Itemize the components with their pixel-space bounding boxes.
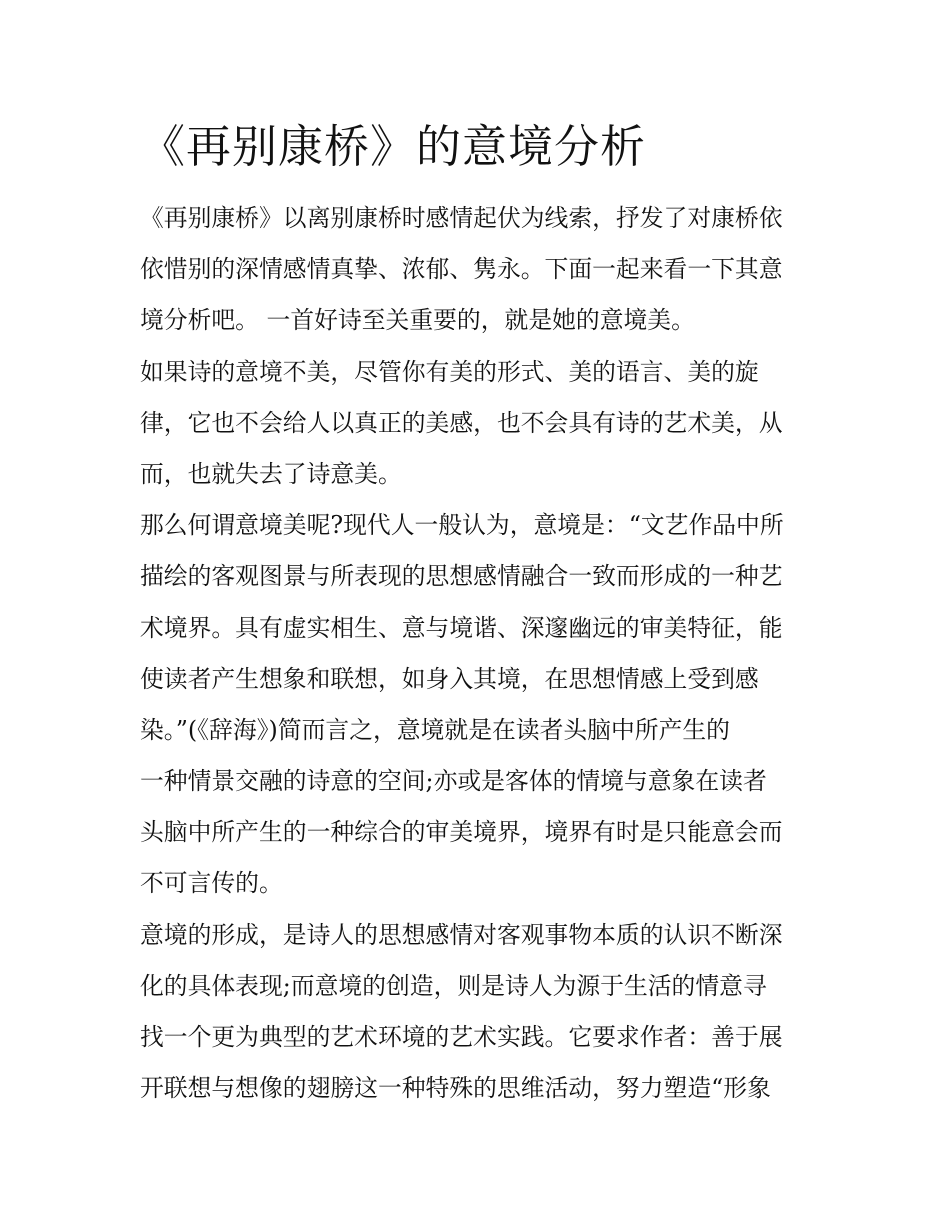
paragraph-line-7: 那么何谓意境美呢?现代人一般认为，意境是：“文艺作品中所 bbox=[140, 511, 784, 540]
paragraph-line-1: 《再别康桥》以离别康桥时感情起伏为线索，抒发了对康桥依 bbox=[140, 204, 783, 232]
paragraph-line-10: 使读者产生想象和联想，如身入其境，在思想情感上受到感 bbox=[140, 664, 759, 693]
paragraph-line-8: 描绘的客观图景与所表现的思想感情融合一致而形成的一种艺 bbox=[140, 562, 783, 591]
paragraph-line-6: 而，也就失去了诗意美。 bbox=[140, 459, 402, 488]
paragraph-line-3: 境分析吧。 一首好诗至关重要的，就是她的意境美。 bbox=[140, 306, 695, 335]
document-body bbox=[140, 193, 820, 1114]
document-title: 《再别康桥》的意境分析 bbox=[140, 120, 647, 173]
paragraph-line-17: 找一个更为典型的艺术环境的艺术实践。它要求作者：善于展 bbox=[140, 1023, 783, 1051]
paragraph-line-18: 开联想与想像的翅膀这一种特殊的思维活动，努力塑造“形象 bbox=[140, 1074, 771, 1103]
paragraph-line-15: 意境的形成，是诗人的思想感情对客观事物本质的认识不断深 bbox=[140, 920, 783, 949]
paragraph-line-5: 律，它也不会给人以真正的美感，也不会具有诗的艺术美，从 bbox=[140, 408, 783, 437]
paragraph-line-12: 一种情景交融的诗意的空间;亦或是客体的情境与意象在读者 bbox=[140, 767, 767, 796]
paragraph-line-14: 不可言传的。 bbox=[140, 869, 283, 898]
paragraph-line-9: 术境界。具有虚实相生、意与境谐、深邃幽远的审美特征，能 bbox=[140, 613, 783, 642]
paragraph-line-11: 染。”(《辞海》)简而言之，意境就是在读者头脑中所产生的 bbox=[140, 715, 730, 744]
paragraph-line-13: 头脑中所产生的一种综合的审美境界，境界有时是只能意会而 bbox=[140, 818, 783, 847]
paragraph-line-4: 如果诗的意境不美，尽管你有美的形式、美的语言、美的旋 bbox=[140, 357, 759, 386]
paragraph-line-16: 化的具体表现;而意境的创造，则是诗人为源于生活的情意寻 bbox=[140, 971, 767, 1000]
paragraph-line-2: 依惜别的深情感情真挚、浓郁、隽永。下面一起来看一下其意 bbox=[140, 255, 783, 284]
